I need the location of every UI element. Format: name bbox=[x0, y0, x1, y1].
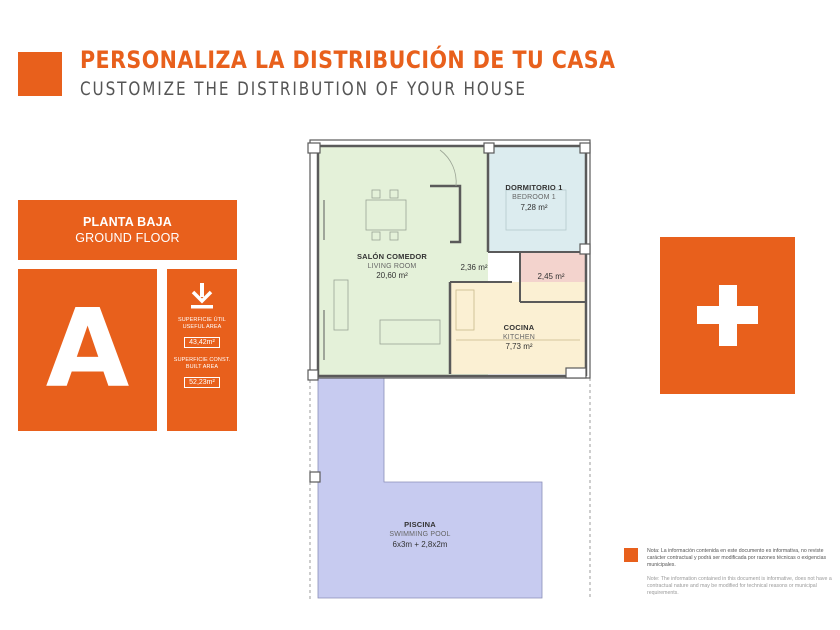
useful-area-label-es: SUPERFICIE ÚTIL bbox=[178, 317, 226, 323]
built-area-label-en: BUILT AREA bbox=[185, 364, 219, 370]
pool-area bbox=[318, 378, 542, 598]
bedroom-name: DORMITORIO 1 bbox=[505, 183, 563, 192]
hall-area-value: 2,36 m² bbox=[460, 263, 488, 272]
note-spanish: Nota: La información contenida en este documento es informativa, no reviste carácter contractual y podrá ser modificada por razones técnicas o exigencias municipales. bbox=[647, 548, 827, 568]
floor-letter-tile bbox=[18, 269, 157, 431]
pool-dims: 6x3m + 2,8x2m bbox=[392, 540, 448, 549]
floor-letter: A bbox=[45, 287, 130, 412]
built-area-label-es: SUPERFICIE CONST. bbox=[173, 357, 231, 363]
bath-area-value: 2,45 m² bbox=[537, 272, 565, 281]
bedroom-name-en: BEDROOM 1 bbox=[512, 194, 556, 201]
pool-name: PISCINA bbox=[404, 520, 436, 529]
download-arrow-icon[interactable] bbox=[190, 283, 214, 309]
living-room-area-value: 20,60 m² bbox=[376, 271, 408, 280]
floor-plan bbox=[280, 130, 610, 610]
pool-name-en: SWIMMING POOL bbox=[389, 531, 451, 538]
bedroom-area-value: 7,28 m² bbox=[520, 203, 548, 212]
add-option-button[interactable] bbox=[660, 237, 795, 394]
living-room-name: SALÓN COMEDOR bbox=[356, 252, 428, 261]
useful-area-value: 43,42m² bbox=[184, 337, 220, 348]
kitchen-area-value: 7,73 m² bbox=[505, 342, 533, 351]
page-title: PERSONALIZA LA DISTRIBUCIÓN DE TU CASA bbox=[80, 46, 616, 74]
living-room-name-en: LIVING ROOM bbox=[367, 263, 417, 270]
useful-area-label-en: USEFUL AREA bbox=[182, 324, 222, 330]
floor-label bbox=[18, 200, 237, 260]
built-area-value: 52,23m² bbox=[184, 377, 220, 388]
note-english: Note: The information contained in this document is informative, does not have a contractual nature and may be modified for technical reasons or municipal requirements. bbox=[647, 576, 832, 596]
note-accent-square bbox=[624, 548, 638, 562]
header-accent-square bbox=[18, 52, 62, 96]
area-summary-panel bbox=[167, 269, 237, 431]
floor-name-en: GROUND FLOOR bbox=[75, 231, 180, 245]
floor-name-es: PLANTA BAJA bbox=[82, 215, 172, 229]
kitchen-name-en: KITCHEN bbox=[502, 334, 536, 341]
kitchen-name: COCINA bbox=[503, 323, 535, 332]
page-subtitle: CUSTOMIZE THE DISTRIBUTION OF YOUR HOUSE bbox=[80, 78, 527, 100]
